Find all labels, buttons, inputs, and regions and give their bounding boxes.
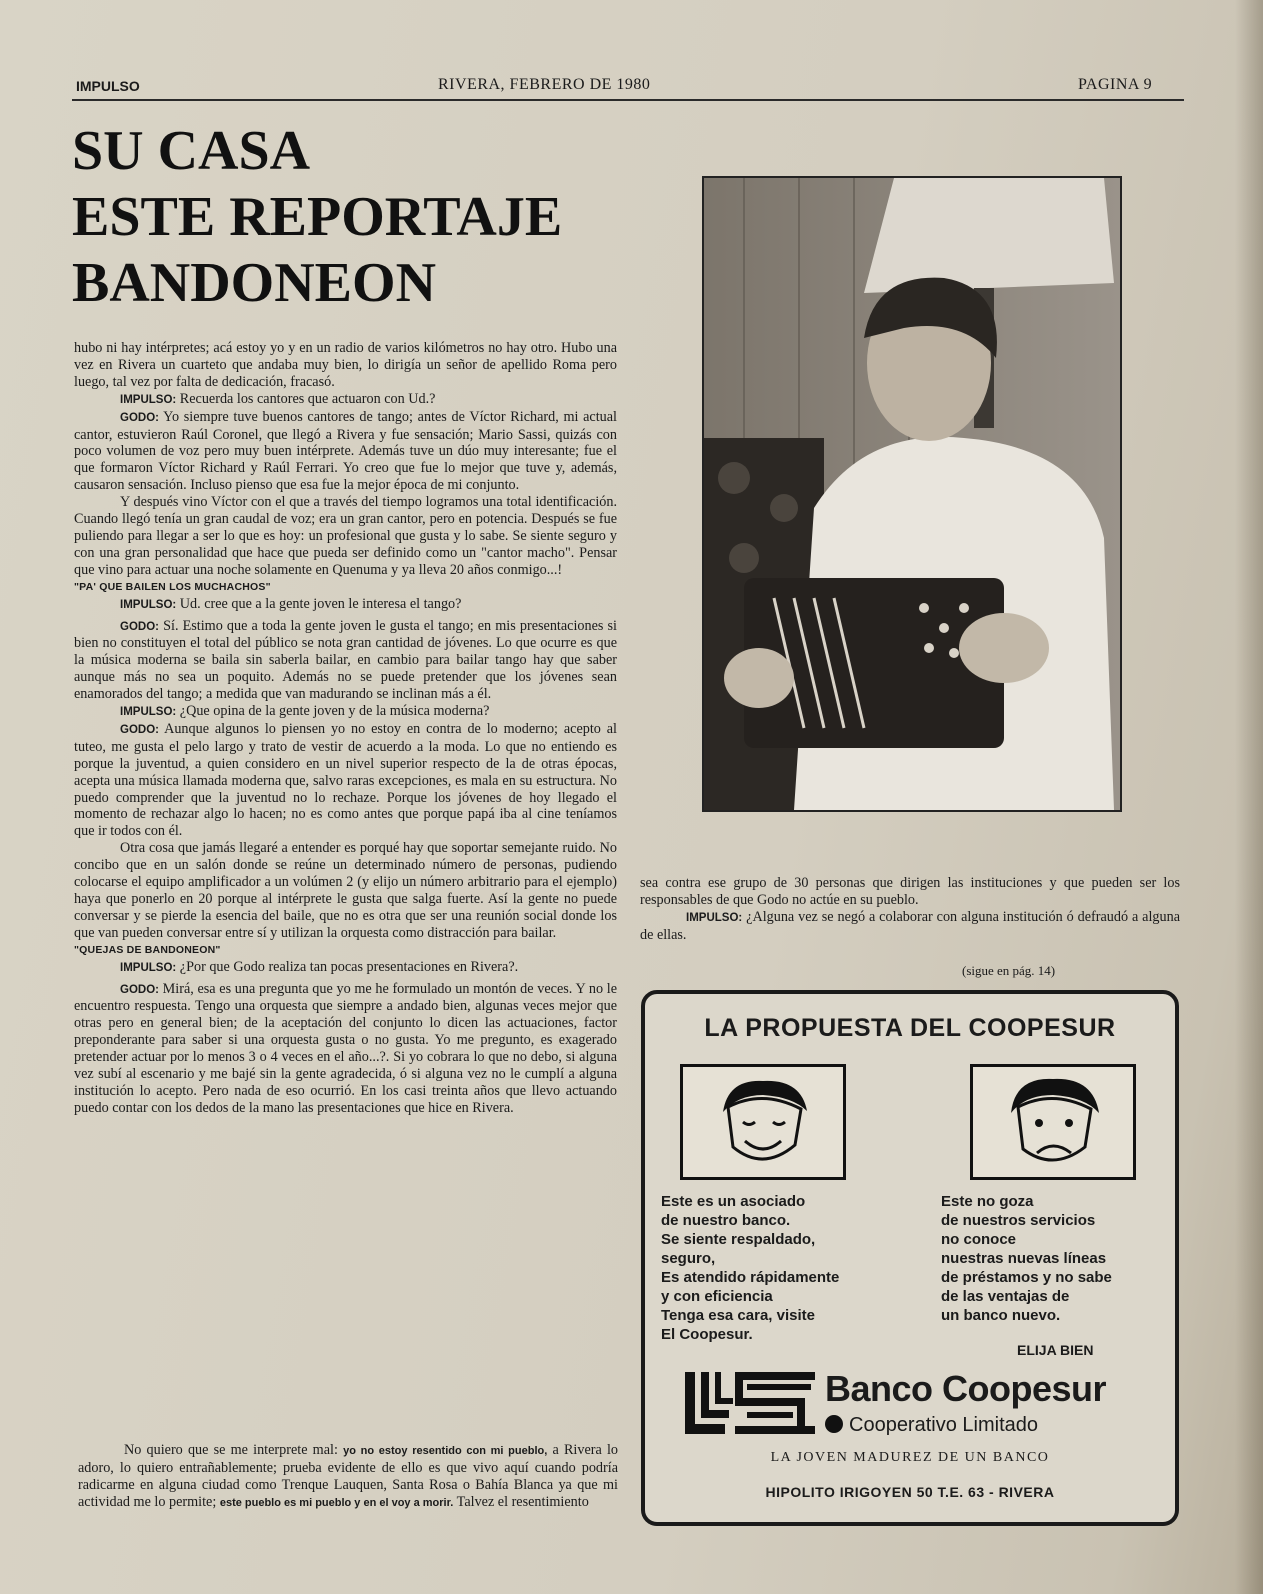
photo-illustration: [704, 178, 1120, 810]
coopesur-advertisement: [641, 990, 1179, 1526]
bank-subtitle: Cooperativo Limitado: [825, 1414, 1038, 1437]
ad-text-happy: Este es un asociado de nuestro banco. Se siente respaldado, seguro, Es atendido rápidamente y con eficiencia Tenga esa cara, visite El Coopesur.: [661, 1193, 840, 1343]
article-right-column: [640, 875, 1180, 944]
question: IMPULSO: Ud. cree que a la gente joven le interesa el tango?: [120, 595, 462, 612]
answer: GODO: Sí. Estimo que a toda la gente joven le gusta el tango; en mis presentaciones si bien no constituyen el total del público se nota gran cantidad de jóvenes. Lo que ocurre es que la música moderna se baila sin saberla bailar, en cambio para bailar tango hay que saber aunque más no sea un poquito. Además no se puede pretender que los jóvenes sean enamorados del tango; a medida que van madurando se inclinan más a él.: [74, 617, 617, 703]
paragraph: No quiero que se me interprete mal: yo no estoy resentido con mi pueblo, a Rivera lo adoro, lo quiero entrañablemente; prueba evidente de ello es que vivo aquí cuando podría radicarme en alguna ciudad como Trenque Lauquen, Santa Rosa o Bahía Blanca ya que mi actividad me lo permite; este pueblo es mi pueblo y en el voy a morir. Talvez el resentimiento: [78, 1442, 619, 1510]
question: IMPULSO: ¿Por que Godo realiza tan pocas presentaciones en Rivera?.: [120, 958, 519, 975]
continued-note: (sigue en pág. 14): [962, 963, 1056, 978]
masthead-dateline: RIVERA, FEBRERO DE 1980: [438, 76, 651, 93]
paragraph: Y después vino Víctor con el que a través del tiempo logramos una total identificación. Cuando llegó tenía un gran caudal de voz; era un gran cantor, pero en potencia. Después se fue puliendo para llegar a ser lo que es hoy: un profesional que gusta y lo sabe. Se siente seguro y con una gran personalidad que hace que pueda ser definido como un "cantor macho". Pensar que vino para actuar una noche solamente en Quenuma y ya lleva 20 años conmigo...!: [74, 494, 617, 578]
paragraph: Otra cosa que jamás llegaré a entender es porqué hay que soportar semejante ruido. No concibo que en un salón donde se reúne un determinado número de personas, pudiendo colocarse el equipo amplificador a un volúmen 2 (y elijo un número arbitrario para el ejemplo) haya que ponerlo en 20 porque al intérprete le gusta que salga fuerte. Así la gente no puede conversar y se pierde la esencia del baile, que no es otra que ser una reunión social donde los que van pueden conversar entre sí y utilizan la orquesta como distracción para bailar.: [74, 840, 617, 941]
paragraph: hubo ni hay intérpretes; acá estoy yo y en un radio de varios kilómetros no hay otro. Hubo una vez en Rivera un cuarteto que andaba muy bien, lo dirigía un señor de apellido Roma pero luego, tal vez por falta de dedicación, fracasó.: [74, 340, 617, 390]
answer: GODO: Yo siempre tuve buenos cantores de tango; antes de Víctor Richard, mi actual cantor, estuvieron Raúl Coronel, que llegó a Rivera y fue sensación; Mario Sassi, quizás con poco volumen de voz pero muy buen intérprete. Además tuve un dúo muy interesante; fue el que formaron Víctor Richard y Raúl Ferrari. Yo creo que fue lo mejor que tuve y, además, causaron sensación. Incluso pienso que esa fue la mejor época de mi conjunto.: [74, 408, 617, 494]
bank-slogan: LA JOVEN MADUREZ DE UN BANCO: [770, 1450, 1050, 1465]
happy-face-icon: [680, 1064, 846, 1180]
question: IMPULSO: Recuerda los cantores que actuaron con Ud.?: [120, 390, 436, 407]
bandoneon-player-photo: [702, 176, 1122, 812]
answer: GODO: Aunque algunos lo piensen yo no estoy en contra de lo moderno; acepto al tuteo, me gusta el pelo largo y trato de vestir de acuerdo a la moda. Lo que no entiendo es porque la juventud, a quien considero en un nivel superior respecto de la de otras épocas, acepta una música llamada moderna que, salvo raras excepciones, es mala en su estructura. No puedo comprender que la juventud no lo rechaze. Porque los jóvenes de hoy llegado el momento de rechazar algo lo hacen; no es como antes que porque papá iba al cine teníamos que ir todos con él.: [74, 720, 617, 840]
answer: GODO: Mirá, esa es una pregunta que yo me he formulado un montón de veces. Y no le encuentro respuesta. Tengo una orquesta que siempre a andado bien, algunas veces mejor que otras pero en general bien; de la aceptación del conjunto lo dicen las actuaciones, factor preponderante para saber si una orquesta gusta o no gusta. Yo me pregunto, es exagerado pretender actuar por lo menos 3 o 4 veces en el año...?. Si yo cobrara lo que no debo, si alguna vez subí al escenario y me bajé sin la gente agradecida, ó si alguna vez no le cumplí a alguna institución lo acepto. Pero nada de eso ocurrió. En los casi treinta años que llevo actuando puedo contar con los dedos de la mano las presentaciones que hice en Rivera.: [74, 980, 617, 1116]
ad-tagline: ELIJA BIEN: [1017, 1342, 1094, 1358]
masthead-page-number: PAGINA 9: [1078, 76, 1153, 93]
subheading: "QUEJAS DE BANDONEON": [74, 943, 221, 956]
question: IMPULSO: ¿Alguna vez se negó a colaborar con alguna institución ó defraudó a alguna de ellas.: [640, 908, 1180, 943]
bank-address: HIPOLITO IRIGOYEN 50 T.E. 63 - RIVERA: [765, 1484, 1055, 1500]
header-rule: [72, 99, 1184, 101]
article-closing-paragraph: [78, 1442, 618, 1512]
bank-name: Banco Coopesur: [825, 1368, 1107, 1409]
cooperative-emblem-icon: [825, 1415, 843, 1433]
paragraph: sea contra ese grupo de 30 personas que dirigen las instituciones y que pueden ser los responsables de que Godo no actúe en su pueblo.: [640, 875, 1180, 908]
headline-line-1: SU CASA: [72, 120, 311, 182]
headline-line-2: ESTE REPORTAJE: [72, 186, 563, 248]
bank-logo-icon: [685, 1372, 815, 1434]
article-headline: [72, 118, 672, 316]
page-edge-shadow: [1235, 0, 1263, 1594]
article-left-column: [74, 340, 617, 1117]
masthead-paper-name: IMPULSO: [76, 78, 140, 94]
subheading: "PA' QUE BAILEN LOS MUCHACHOS": [74, 580, 271, 593]
ad-text-sad: Este no goza de nuestros servicios no conoce nuestras nuevas líneas de préstamos y no sabe de las ventajas de un banco nuevo.: [941, 1193, 1112, 1324]
question: IMPULSO: ¿Que opina de la gente joven y de la música moderna?: [120, 703, 490, 720]
ad-title: LA PROPUESTA DEL COOPESUR: [704, 1014, 1116, 1042]
sad-face-icon: [970, 1064, 1136, 1180]
headline-line-3: BANDONEON: [72, 252, 437, 314]
